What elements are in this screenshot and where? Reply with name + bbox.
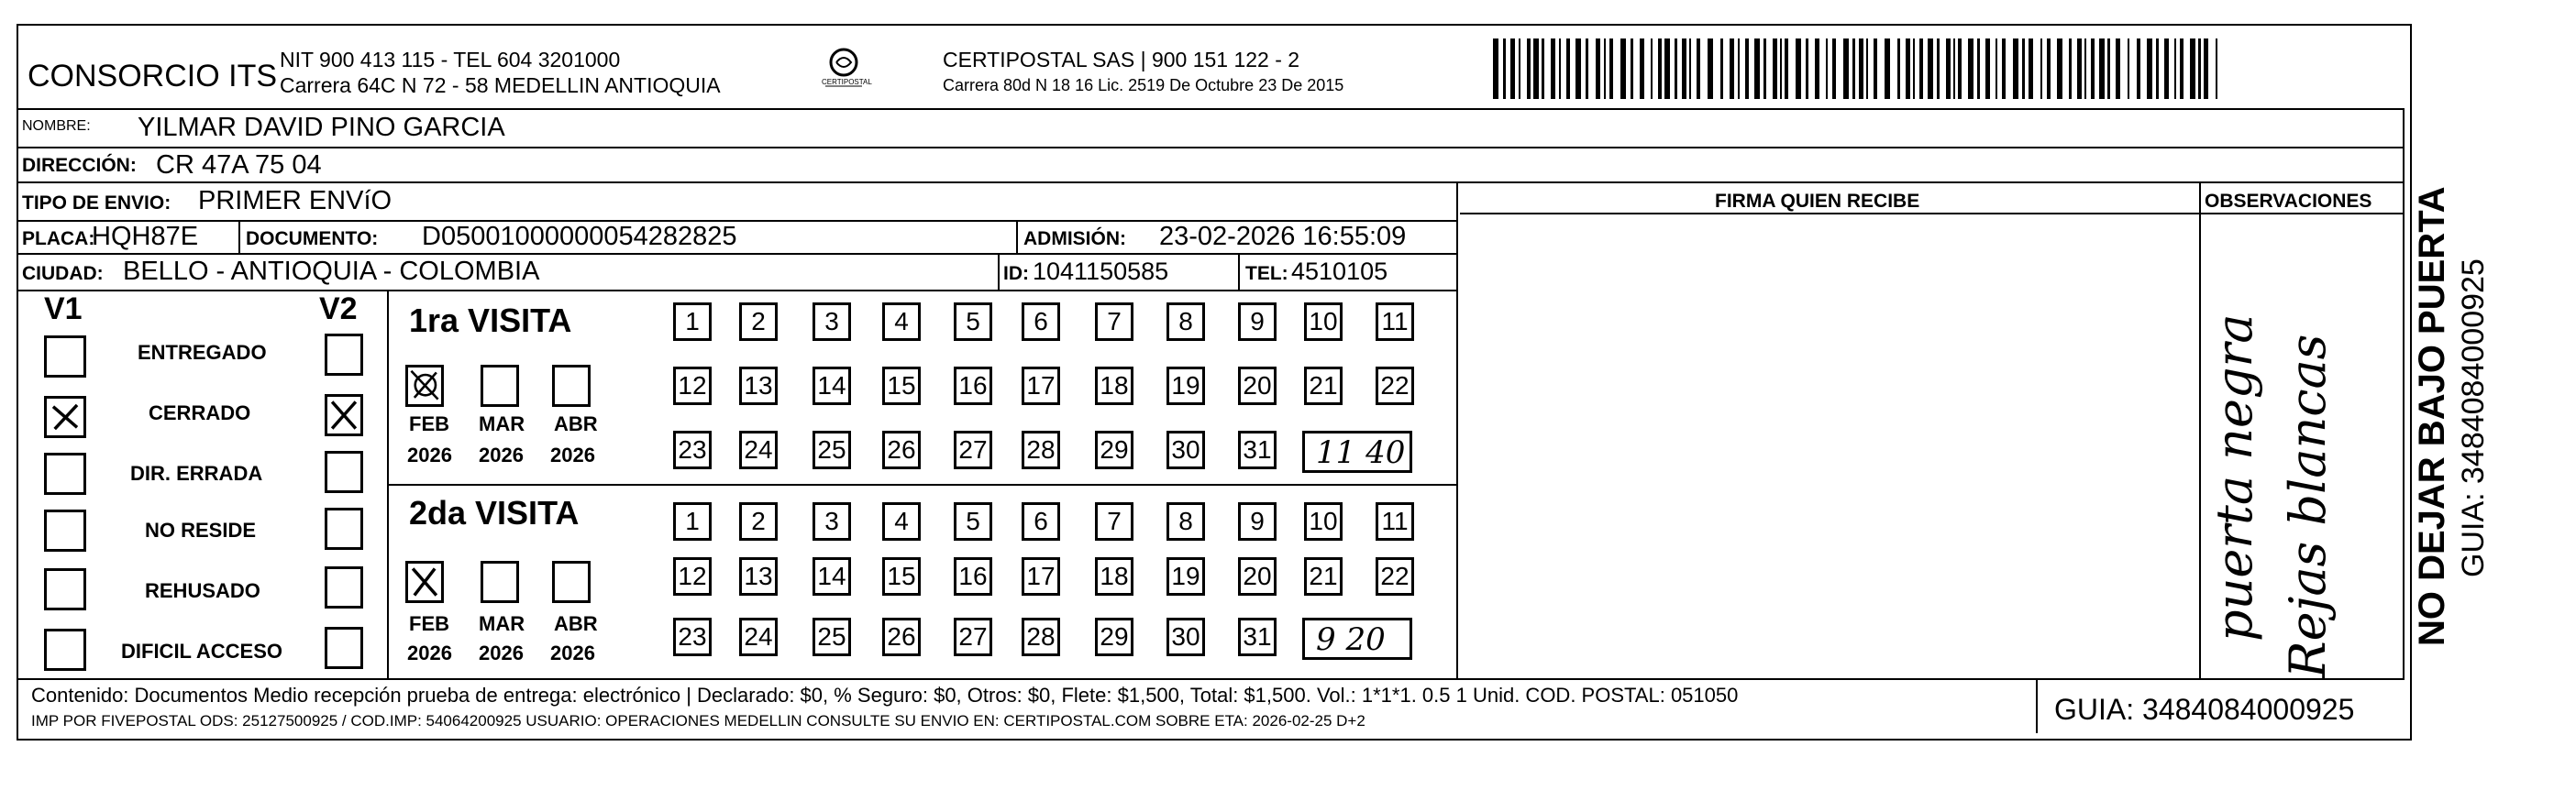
first-visit-day-8[interactable]: 8 (1166, 302, 1205, 341)
barcode-bar (1826, 38, 1828, 99)
barcode-bar (1620, 38, 1626, 99)
first-visit-day-2[interactable]: 2 (739, 302, 778, 341)
second-visit-day-28[interactable]: 28 (1022, 618, 1060, 656)
second-visit-day-29[interactable]: 29 (1095, 618, 1133, 656)
v1-dir-errada-checkbox[interactable] (44, 453, 86, 495)
second-visit-year-mar: 2026 (479, 642, 524, 664)
barcode-bar (1852, 38, 1855, 99)
barcode-bar (1682, 38, 1686, 99)
barcode-bar (2164, 38, 2169, 99)
barcode-bar (1519, 38, 1520, 99)
first-visit-day-15[interactable]: 15 (882, 367, 921, 405)
second-visit-month-mar: MAR (479, 612, 525, 635)
barcode-bar (1780, 38, 1782, 99)
tipo-envio-label: TIPO DE ENVIO: (22, 192, 171, 214)
first-visit-day-17[interactable]: 17 (1022, 367, 1060, 405)
observation-handwritten-2: Rejas blancas (2279, 334, 2337, 678)
second-visit-day-20[interactable]: 20 (1238, 557, 1277, 596)
v2-dir-errada-checkbox[interactable] (325, 451, 363, 493)
second-visit-day-6[interactable]: 6 (1022, 502, 1060, 541)
first-visit-day-9[interactable]: 9 (1238, 302, 1277, 341)
first-visit-month-abr: ABR (554, 412, 598, 435)
barcode-bar (2040, 38, 2042, 99)
second-visit-day-4[interactable]: 4 (882, 502, 921, 541)
barcode-bar (1832, 38, 1836, 99)
barcode-bar (2128, 38, 2129, 99)
first-visit-day-31[interactable]: 31 (1238, 431, 1277, 469)
first-visit-day-24[interactable]: 24 (739, 431, 778, 469)
first-visit-month-mar: MAR (479, 412, 525, 435)
first-visit-day-6[interactable]: 6 (1022, 302, 1060, 341)
second-visit-day-16[interactable]: 16 (954, 557, 992, 596)
first-visit-day-7[interactable]: 7 (1095, 302, 1133, 341)
first-visit-day-10[interactable]: 10 (1304, 302, 1343, 341)
first-visit-day-5[interactable]: 5 (954, 302, 992, 341)
tel-value: 4510105 (1291, 258, 1388, 285)
barcode-bar (1806, 38, 1808, 99)
barcode-bar (2002, 38, 2006, 99)
first-visit-day-18[interactable]: 18 (1095, 367, 1133, 405)
second-visit-day-14[interactable]: 14 (813, 557, 851, 596)
barcode-bar (2216, 38, 2217, 99)
second-visit-day-3[interactable]: 3 (813, 502, 851, 541)
firma-label: FIRMA QUIEN RECIBE (1715, 191, 1920, 212)
second-visit-day-10[interactable]: 10 (1304, 502, 1343, 541)
barcode (1493, 0, 2227, 110)
v2-dificil-acceso-checkbox[interactable] (325, 627, 363, 669)
company-nit: NIT 900 413 115 - TEL 604 3201000 (280, 48, 621, 71)
observation-handwritten-1: puerta negra (2206, 313, 2263, 642)
v1-no-reside-checkbox[interactable] (44, 510, 86, 552)
status-label-rehusado: REHUSADO (145, 579, 260, 602)
barcode-bar (1533, 38, 1539, 99)
barcode-bar (1510, 38, 1515, 99)
second-visit-day-24[interactable]: 24 (739, 618, 778, 656)
barcode-bar (1815, 38, 1819, 99)
barcode-bar (2180, 38, 2184, 99)
barcode-bar (1874, 38, 1877, 99)
direccion-label: DIRECCIÓN: (22, 155, 137, 176)
second-visit-day-22[interactable]: 22 (1376, 557, 1414, 596)
documento-value: D05001000000054282825 (422, 222, 737, 251)
barcode-bar (1738, 38, 1740, 99)
first-visit-year-abr: 2026 (550, 444, 595, 466)
barcode-bar (1586, 38, 1588, 99)
first-visit-day-3[interactable]: 3 (813, 302, 851, 341)
second-visit-day-5[interactable]: 5 (954, 502, 992, 541)
barcode-bar (2156, 38, 2159, 99)
first-visit-day-12[interactable]: 12 (673, 367, 712, 405)
placa-label: PLACA: (22, 228, 95, 249)
certipostal-logo (816, 44, 871, 99)
second-visit-month-feb: FEB (409, 612, 449, 635)
barcode-bar (1708, 38, 1713, 99)
first-visit-day-21[interactable]: 21 (1304, 367, 1343, 405)
status-label-dificil-acceso: DIFICIL ACCESO (121, 640, 283, 663)
second-visit-day-8[interactable]: 8 (1166, 502, 1205, 541)
first-visit-day-28[interactable]: 28 (1022, 431, 1060, 469)
barcode-bar (1575, 38, 1581, 99)
v2-cerrado-checkbox[interactable] (325, 394, 363, 436)
barcode-bar (1542, 38, 1544, 99)
barcode-bar (1785, 38, 1788, 99)
barcode-bar (1763, 38, 1766, 99)
company-name: CONSORCIO ITS (28, 59, 278, 93)
id-value: 1041150585 (1033, 258, 1169, 285)
barcode-bar (1609, 38, 1613, 99)
second-visit-time-text: 9 20 (1316, 621, 1386, 658)
second-visit-day-9[interactable]: 9 (1238, 502, 1277, 541)
id-label: ID: (1003, 263, 1029, 284)
barcode-bar (1631, 38, 1633, 99)
barcode-bar (2084, 38, 2086, 99)
v1-header: V1 (44, 291, 83, 326)
barcode-bar (1928, 38, 1933, 99)
v1-dificil-acceso-checkbox[interactable] (44, 629, 86, 671)
barcode-bar (2137, 38, 2140, 99)
second-visit-day-1[interactable]: 1 (673, 502, 712, 541)
barcode-bar (2013, 38, 2018, 99)
v2-rehusado-checkbox[interactable] (325, 566, 363, 609)
barcode-bar (1651, 38, 1653, 99)
side-guia: GUIA: 3484084000925 (2456, 258, 2491, 577)
second-visit-day-30[interactable]: 30 (1166, 618, 1205, 656)
barcode-bar (1754, 38, 1760, 99)
admision-label: ADMISIÓN: (1023, 228, 1126, 249)
first-visit-day-16[interactable]: 16 (954, 367, 992, 405)
second-visit-day-18[interactable]: 18 (1095, 557, 1133, 596)
first-visit-day-13[interactable]: 13 (739, 367, 778, 405)
second-visit-day-17[interactable]: 17 (1022, 557, 1060, 596)
second-visit-year-abr: 2026 (550, 642, 595, 664)
documento-label: DOCUMENTO: (246, 228, 379, 249)
v2-entregado-checkbox[interactable] (325, 334, 363, 376)
first-visit-day-11[interactable]: 11 (1376, 302, 1414, 341)
barcode-bar (1913, 38, 1915, 99)
barcode-bar (1604, 38, 1606, 99)
second-visit-feb-checkbox[interactable] (405, 561, 444, 603)
first-visit-day-14[interactable]: 14 (813, 367, 851, 405)
barcode-bar (1977, 38, 1980, 99)
barcode-bar (2116, 38, 2120, 99)
barcode-bar (1566, 38, 1570, 99)
first-visit-day-29[interactable]: 29 (1095, 431, 1133, 469)
barcode-bar (1664, 38, 1670, 99)
barcode-bar (1897, 38, 1900, 99)
barcode-bar (2190, 38, 2195, 99)
barcode-bar (1968, 38, 1973, 99)
observaciones-label: OBSERVACIONES (2205, 191, 2372, 212)
barcode-bar (1675, 38, 1677, 99)
second-visit-day-27[interactable]: 27 (954, 618, 992, 656)
first-visit-title: 1ra VISITA (409, 302, 572, 339)
ciudad-value: BELLO - ANTIOQUIA - COLOMBIA (123, 257, 540, 286)
barcode-bar (1985, 38, 1990, 99)
logo-text: CERTIPOSTAL (822, 78, 872, 86)
second-visit-day-21[interactable]: 21 (1304, 557, 1343, 596)
barcode-bar (2099, 38, 2105, 99)
second-visit-month-abr: ABR (554, 612, 598, 635)
barcode-bar (2029, 38, 2033, 99)
status-label-cerrado: CERRADO (149, 401, 251, 424)
second-visit-day-2[interactable]: 2 (739, 502, 778, 541)
barcode-bar (1866, 38, 1868, 99)
v2-no-reside-checkbox[interactable] (325, 508, 363, 550)
v1-entregado-checkbox[interactable] (44, 335, 86, 378)
barcode-bar (1843, 38, 1849, 99)
barcode-bar (1527, 38, 1531, 99)
second-visit-day-26[interactable]: 26 (882, 618, 921, 656)
footer-contenido: Contenido: Documentos Medio recepción prueba de entrega: electrónico | Declarado: $0, % Seguro: $0, Otros: $0, Flete: $1,500, Total: $1,500. Vol.: 1*1*1. 0.5 1 Unid. COD. POSTAL: 051050 (31, 684, 1739, 707)
nombre-label: NOMBRE: (22, 118, 91, 134)
first-visit-day-19[interactable]: 19 (1166, 367, 1205, 405)
second-visit-day-12[interactable]: 12 (673, 557, 712, 596)
footer-imp: IMP POR FIVEPOSTAL ODS: 25127500925 / COD.IMP: 54064200925 USUARIO: OPERACIONES MEDELLIN CONSULTE SU ENVIO EN: CERTIPOSTAL.COM SOBRE ETA: 2026-02-25 D+2 (31, 712, 1365, 730)
first-visit-day-30[interactable]: 30 (1166, 431, 1205, 469)
barcode-bar (2047, 38, 2051, 99)
first-visit-year-mar: 2026 (479, 444, 524, 466)
first-visit-abr-checkbox[interactable] (552, 365, 591, 407)
barcode-bar (1885, 38, 1890, 99)
barcode-bar (2174, 38, 2176, 99)
first-visit-year-feb: 2026 (407, 444, 452, 466)
second-visit-day-11[interactable]: 11 (1376, 502, 1414, 541)
second-visit-day-25[interactable]: 25 (813, 618, 851, 656)
barcode-bar (2069, 38, 2072, 99)
first-visit-day-1[interactable]: 1 (673, 302, 712, 341)
second-visit-title: 2da VISITA (409, 494, 580, 532)
barcode-bar (2147, 38, 2152, 99)
barcode-bar (2091, 38, 2095, 99)
barcode-bar (1720, 38, 1723, 99)
second-visit-day-15[interactable]: 15 (882, 557, 921, 596)
barcode-bar (1658, 38, 1662, 99)
certipostal-info: CERTIPOSTAL SAS | 900 151 122 - 2 (943, 48, 1300, 71)
barcode-bar (1730, 38, 1734, 99)
barcode-bar (2198, 38, 2201, 99)
barcode-bar (1745, 38, 1749, 99)
first-visit-day-27[interactable]: 27 (954, 431, 992, 469)
first-visit-day-20[interactable]: 20 (1238, 367, 1277, 405)
second-visit-day-19[interactable]: 19 (1166, 557, 1205, 596)
footer-guia: GUIA: 3484084000925 (2054, 693, 2355, 726)
nombre-value: YILMAR DAVID PINO GARCIA (138, 113, 505, 142)
second-visit-mar-checkbox[interactable] (481, 561, 519, 603)
barcode-bar (1559, 38, 1561, 99)
second-visit-year-feb: 2026 (407, 642, 452, 664)
status-label-entregado: ENTREGADO (138, 341, 267, 364)
barcode-bar (2204, 38, 2208, 99)
barcode-bar (1503, 38, 1506, 99)
barcode-bar (1996, 38, 1997, 99)
tipo-envio-value: PRIMER ENVíO (198, 186, 392, 215)
barcode-bar (1919, 38, 1923, 99)
second-visit-day-23[interactable]: 23 (673, 618, 712, 656)
first-visit-month-feb: FEB (409, 412, 449, 435)
barcode-bar (1953, 38, 1955, 99)
barcode-bar (1596, 38, 1600, 99)
second-visit-day-13[interactable]: 13 (739, 557, 778, 596)
first-visit-time-text: 11 40 (1316, 434, 1406, 471)
tel-label: TEL: (1245, 263, 1288, 284)
status-label-no-reside: NO RESIDE (145, 519, 257, 542)
first-visit-day-26[interactable]: 26 (882, 431, 921, 469)
first-visit-feb-checkbox[interactable] (405, 365, 444, 407)
second-visit-time[interactable] (1302, 618, 1412, 660)
barcode-bar (2022, 38, 2025, 99)
barcode-bar (1689, 38, 1691, 99)
v1-rehusado-checkbox[interactable] (44, 568, 86, 610)
first-visit-day-4[interactable]: 4 (882, 302, 921, 341)
ciudad-label: CIUDAD: (22, 263, 104, 284)
direccion-value: CR 47A 75 04 (156, 150, 322, 180)
second-visit-abr-checkbox[interactable] (552, 561, 591, 603)
first-visit-mar-checkbox[interactable] (481, 365, 519, 407)
v2-header: V2 (319, 291, 358, 326)
barcode-bar (1697, 38, 1700, 99)
barcode-bar (1640, 38, 1644, 99)
barcode-bar (1493, 38, 1498, 99)
no-dejar-bajo-puerta: NO DEJAR BAJO PUERTA (2412, 186, 2452, 646)
status-label-dir-errada: DIR. ERRADA (130, 462, 263, 485)
barcode-bar (1906, 38, 1910, 99)
barcode-bar (1773, 38, 1777, 99)
barcode-bar (2057, 38, 2062, 99)
barcode-bar (2107, 38, 2110, 99)
first-visit-day-23[interactable]: 23 (673, 431, 712, 469)
barcode-bar (1937, 38, 1940, 99)
first-visit-day-22[interactable]: 22 (1376, 367, 1414, 405)
barcode-bar (1796, 38, 1801, 99)
first-visit-day-25[interactable]: 25 (813, 431, 851, 469)
barcode-bar (1551, 38, 1555, 99)
company-address: Carrera 64C N 72 - 58 MEDELLIN ANTIOQUIA (280, 73, 721, 97)
barcode-bar (1859, 38, 1863, 99)
admision-value: 23-02-2026 16:55:09 (1159, 222, 1407, 251)
first-visit-time[interactable] (1302, 431, 1412, 473)
v1-cerrado-checkbox[interactable] (44, 396, 86, 438)
second-visit-day-31[interactable]: 31 (1238, 618, 1277, 656)
second-visit-day-7[interactable]: 7 (1095, 502, 1133, 541)
certipostal-license: Carrera 80d N 18 16 Lic. 2519 De Octubre 23 De 2015 (943, 76, 1344, 94)
barcode-bar (1958, 38, 1962, 99)
barcode-bar (2077, 38, 2082, 99)
barcode-bar (1946, 38, 1951, 99)
placa-value: HQH87E (92, 222, 199, 251)
